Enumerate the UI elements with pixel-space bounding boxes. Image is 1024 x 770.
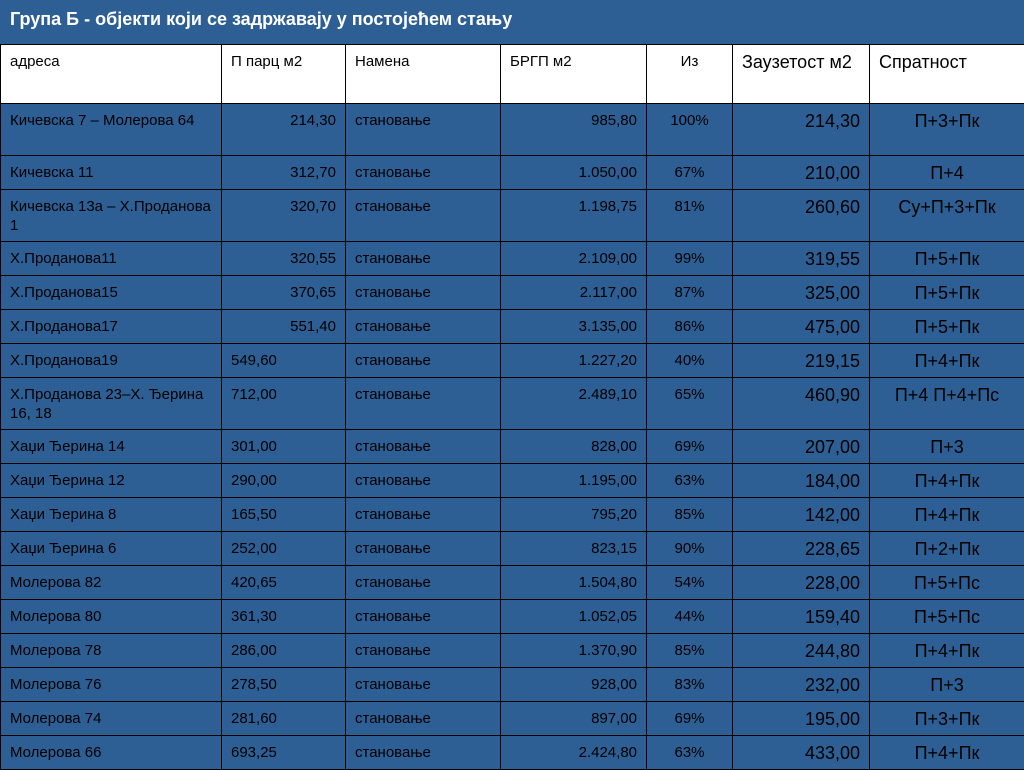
table-row: [1, 104, 1024, 156]
cell-occupancy: 184,00: [733, 464, 870, 498]
cell-floors: П+3: [870, 430, 1024, 464]
cell-address: Хаџи Ђерина 6: [1, 532, 222, 566]
table-row: [1, 156, 1024, 190]
cell-purpose: становање: [346, 378, 501, 430]
cell-iz: 65%: [647, 378, 733, 430]
cell-brgp: 2.489,10: [501, 378, 647, 430]
cell-iz: 69%: [647, 702, 733, 736]
cell-parcel: 281,60: [222, 702, 346, 736]
cell-iz: 100%: [647, 104, 733, 156]
cell-purpose: становање: [346, 344, 501, 378]
cell-brgp: 1.370,90: [501, 634, 647, 668]
cell-occupancy: 260,60: [733, 190, 870, 242]
cell-iz: 63%: [647, 736, 733, 770]
cell-parcel: 693,25: [222, 736, 346, 770]
cell-iz: 85%: [647, 634, 733, 668]
cell-purpose: становање: [346, 430, 501, 464]
cell-iz: 90%: [647, 532, 733, 566]
cell-address: Хаџи Ђерина 12: [1, 464, 222, 498]
cell-parcel: 549,60: [222, 344, 346, 378]
header-address: адреса: [1, 45, 222, 104]
cell-iz: 67%: [647, 156, 733, 190]
cell-floors: П+5+Пк: [870, 310, 1024, 344]
table-row: [1, 464, 1024, 498]
cell-purpose: становање: [346, 736, 501, 770]
cell-parcel: 320,70: [222, 190, 346, 242]
table-row: [1, 668, 1024, 702]
cell-iz: 87%: [647, 276, 733, 310]
cell-brgp: 2.117,00: [501, 276, 647, 310]
cell-iz: 69%: [647, 430, 733, 464]
cell-floors: Су+П+3+Пк: [870, 190, 1024, 242]
cell-floors: П+4+Пк: [870, 498, 1024, 532]
cell-purpose: становање: [346, 190, 501, 242]
table-row: [1, 566, 1024, 600]
cell-address: Молерова 80: [1, 600, 222, 634]
cell-floors: П+2+Пк: [870, 532, 1024, 566]
cell-purpose: становање: [346, 634, 501, 668]
table-row: [1, 600, 1024, 634]
cell-iz: 83%: [647, 668, 733, 702]
cell-address: Хаџи Ђерина 8: [1, 498, 222, 532]
cell-address: Молерова 82: [1, 566, 222, 600]
cell-address: Х.Проданова17: [1, 310, 222, 344]
cell-brgp: 2.109,00: [501, 242, 647, 276]
cell-occupancy: 195,00: [733, 702, 870, 736]
cell-occupancy: 214,30: [733, 104, 870, 156]
table-row: [1, 378, 1024, 430]
cell-parcel: 290,00: [222, 464, 346, 498]
cell-address: Молерова 78: [1, 634, 222, 668]
cell-address: Х.Проданова19: [1, 344, 222, 378]
cell-iz: 40%: [647, 344, 733, 378]
table-row: [1, 736, 1024, 770]
cell-purpose: становање: [346, 276, 501, 310]
table-row: [1, 634, 1024, 668]
cell-brgp: 1.227,20: [501, 344, 647, 378]
cell-occupancy: 142,00: [733, 498, 870, 532]
table-row: [1, 532, 1024, 566]
cell-floors: П+4+Пк: [870, 736, 1024, 770]
table-row: [1, 702, 1024, 736]
header-floors: Спратност: [870, 45, 1024, 104]
cell-floors: П+4+Пк: [870, 634, 1024, 668]
cell-parcel: 712,00: [222, 378, 346, 430]
page-title: Група Б - објекти који се задржавају у постојећем стању: [0, 0, 1024, 44]
cell-parcel: 214,30: [222, 104, 346, 156]
buildings-table: [0, 44, 1024, 770]
cell-floors: П+3: [870, 668, 1024, 702]
table-row: [1, 242, 1024, 276]
table-row: [1, 310, 1024, 344]
cell-floors: П+3+Пк: [870, 702, 1024, 736]
cell-iz: 63%: [647, 464, 733, 498]
cell-address: Кичевска 11: [1, 156, 222, 190]
cell-occupancy: 210,00: [733, 156, 870, 190]
cell-brgp: 1.050,00: [501, 156, 647, 190]
cell-parcel: 286,00: [222, 634, 346, 668]
table-row: [1, 190, 1024, 242]
cell-floors: П+5+Пк: [870, 242, 1024, 276]
cell-floors: П+4+Пк: [870, 464, 1024, 498]
cell-occupancy: 460,90: [733, 378, 870, 430]
cell-brgp: 3.135,00: [501, 310, 647, 344]
cell-floors: П+4: [870, 156, 1024, 190]
cell-floors: П+5+Пс: [870, 600, 1024, 634]
cell-purpose: становање: [346, 498, 501, 532]
cell-occupancy: 325,00: [733, 276, 870, 310]
cell-purpose: становање: [346, 242, 501, 276]
cell-address: Молерова 74: [1, 702, 222, 736]
cell-brgp: 795,20: [501, 498, 647, 532]
table-row: [1, 276, 1024, 310]
cell-floors: П+5+Пс: [870, 566, 1024, 600]
cell-brgp: 1.504,80: [501, 566, 647, 600]
header-purpose: Намена: [346, 45, 501, 104]
cell-occupancy: 433,00: [733, 736, 870, 770]
cell-address: Хаџи Ђерина 14: [1, 430, 222, 464]
cell-purpose: становање: [346, 532, 501, 566]
table-header-row: [1, 45, 1024, 104]
table-row: [1, 498, 1024, 532]
cell-floors: П+4+Пк: [870, 344, 1024, 378]
cell-occupancy: 228,00: [733, 566, 870, 600]
cell-floors: П+4 П+4+Пс: [870, 378, 1024, 430]
cell-brgp: 897,00: [501, 702, 647, 736]
cell-occupancy: 228,65: [733, 532, 870, 566]
cell-brgp: 823,15: [501, 532, 647, 566]
cell-parcel: 312,70: [222, 156, 346, 190]
cell-parcel: 361,30: [222, 600, 346, 634]
cell-iz: 99%: [647, 242, 733, 276]
header-occupancy: Заузетост м2: [733, 45, 870, 104]
cell-occupancy: 219,15: [733, 344, 870, 378]
cell-iz: 86%: [647, 310, 733, 344]
cell-parcel: 551,40: [222, 310, 346, 344]
cell-floors: П+3+Пк: [870, 104, 1024, 156]
cell-brgp: 1.195,00: [501, 464, 647, 498]
header-parcel: П парц м2: [222, 45, 346, 104]
cell-purpose: становање: [346, 702, 501, 736]
header-iz: Из: [647, 45, 733, 104]
cell-address: Кичевска 13а – Х.Проданова 1: [1, 190, 222, 242]
cell-iz: 85%: [647, 498, 733, 532]
cell-parcel: 420,65: [222, 566, 346, 600]
cell-floors: П+5+Пк: [870, 276, 1024, 310]
cell-purpose: становање: [346, 668, 501, 702]
table-row: [1, 430, 1024, 464]
cell-parcel: 165,50: [222, 498, 346, 532]
cell-purpose: становање: [346, 464, 501, 498]
cell-iz: 44%: [647, 600, 733, 634]
cell-brgp: 828,00: [501, 430, 647, 464]
cell-occupancy: 159,40: [733, 600, 870, 634]
cell-brgp: 2.424,80: [501, 736, 647, 770]
cell-iz: 54%: [647, 566, 733, 600]
cell-address: Х.Проданова15: [1, 276, 222, 310]
cell-brgp: 985,80: [501, 104, 647, 156]
cell-address: Молерова 76: [1, 668, 222, 702]
cell-parcel: 320,55: [222, 242, 346, 276]
cell-occupancy: 319,55: [733, 242, 870, 276]
cell-purpose: становање: [346, 156, 501, 190]
cell-iz: 81%: [647, 190, 733, 242]
cell-occupancy: 207,00: [733, 430, 870, 464]
cell-occupancy: 475,00: [733, 310, 870, 344]
table-row: [1, 344, 1024, 378]
cell-parcel: 252,00: [222, 532, 346, 566]
cell-purpose: становање: [346, 600, 501, 634]
cell-occupancy: 232,00: [733, 668, 870, 702]
cell-purpose: становање: [346, 104, 501, 156]
cell-brgp: 928,00: [501, 668, 647, 702]
cell-address: Кичевска 7 – Молерова 64: [1, 104, 222, 156]
cell-address: Х.Проданова11: [1, 242, 222, 276]
cell-parcel: 278,50: [222, 668, 346, 702]
cell-purpose: становање: [346, 566, 501, 600]
cell-address: Молерова 66: [1, 736, 222, 770]
cell-brgp: 1.052,05: [501, 600, 647, 634]
cell-address: Х.Проданова 23–Х. Ђерина 16, 18: [1, 378, 222, 430]
cell-occupancy: 244,80: [733, 634, 870, 668]
header-brgp: БРГП м2: [501, 45, 647, 104]
cell-brgp: 1.198,75: [501, 190, 647, 242]
cell-parcel: 301,00: [222, 430, 346, 464]
cell-parcel: 370,65: [222, 276, 346, 310]
cell-purpose: становање: [346, 310, 501, 344]
